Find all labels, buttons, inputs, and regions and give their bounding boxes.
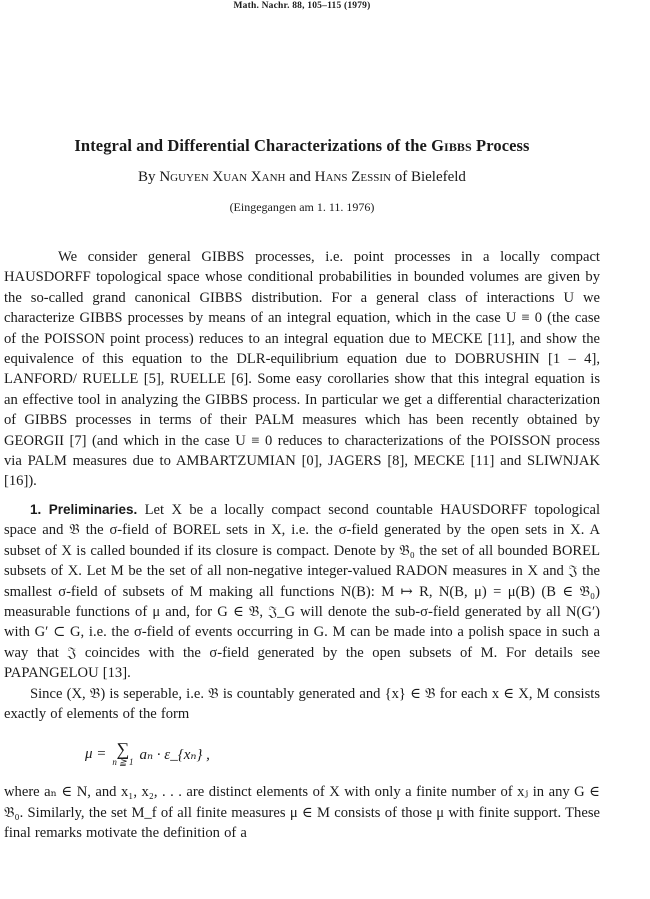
affiliation: of Bielefeld bbox=[390, 169, 466, 185]
by-label: By bbox=[138, 169, 160, 185]
journal-reference: Math. Nachr. 88, 105–115 (1979) bbox=[233, 1, 371, 11]
formula-rhs: aₙ · ε_{xₙ} , bbox=[139, 746, 210, 763]
section-1-paragraph bbox=[4, 500, 600, 684]
summation bbox=[112, 741, 133, 767]
and-label: and bbox=[285, 169, 315, 185]
formula-lhs: μ = bbox=[85, 745, 107, 762]
paragraph-final: where aₙ ∈ N, and x₁, x₂, . . . are distinct elements of X with only a finite number of xⱼ in any G ∈ 𝔅₀. Similarly, the set M_f of all finite measures μ ∈ M consists of those μ with finite support. These final remarks motivate the definition of a bbox=[4, 784, 600, 842]
paragraph-separable: Since (X, 𝔅) is seperable, i.e. 𝔅 is countably generated and {x} ∈ 𝔅 for each x ∈ X, M consists exactly of elements of the form bbox=[4, 685, 600, 722]
author-2: Hans Zessin bbox=[314, 169, 391, 185]
title-part-2: Process bbox=[471, 136, 530, 155]
title-part-1: Integral and Differential Characterizations of the bbox=[74, 136, 432, 155]
sigma-symbol: ∑ bbox=[116, 739, 130, 760]
author-1: Nguyen Xuan Xanh bbox=[159, 169, 286, 185]
received-date: (Eingegangen am 1. 11. 1976) bbox=[229, 200, 375, 214]
abstract-paragraph: We consider general GIBBS processes, i.e. point processes in a locally compact HAUSDORFF topological space whose conditional probabilities in bounded volumes are given by the so-called grand canonical GIBBS distribution. For a general class of interactions U we characterize GIBBS processes by means of an integral equation, which in the case U ≡ 0 (the case of the POISSON point process) reduces to an integral equation due to MECKE [11], and show the equivalence of this equation to the DLR-equilibrium equation due to DOBRUSHIN [1 – 4], LANFORD/ RUELLE [5], RUELLE [6]. Some easy corollaries show that this integral equation is an effective tool in analyzing the GIBBS process. In particular we get a differential characterization of GIBBS processes in terms of their PALM measures which has been recently obtained by GEORGII [7] (and which in the case U ≡ 0 reduces to characterizations of the POISSON process via PALM measures due to AMBARTZUMIAN [0], JAGERS [8], MECKE [11] and SLIWNJAK [16]). bbox=[4, 249, 600, 490]
author-line bbox=[4, 169, 600, 186]
display-formula bbox=[85, 736, 600, 772]
section-1-text: Let X be a locally compact second countable HAUSDORFF topological space and 𝔅 the σ-field of BOREL sets in X, i.e. the σ-field generated by the open sets in X. A subset of X is called bounded if its closure is compact. Denote by 𝔅₀ the set of all bounded BOREL subsets of X. Let M be the set of all non-negative integer-valued RADON measures in X and 𝔍 the smallest σ-field of subsets of M making all functions N(B): M ↦ R, N(B, μ) = μ(B) (B ∈ 𝔅₀) measurable functions of μ and, for G ∈ 𝔅, 𝔍_G will denote the sub-σ-field generated by all N(G′) with G′ ⊂ G, i.e. the σ-field of events occurring in G. M can be made into a polish space in such a way that 𝔍 coincides with the σ-field generated by the open subsets of M. For details see PAPANGELOU [13]. bbox=[4, 501, 600, 682]
section-1-heading: 1. Preliminaries. bbox=[30, 501, 138, 517]
article-title bbox=[4, 136, 600, 156]
summation-limit: n ≧ 1 bbox=[112, 757, 134, 768]
title-gibbs: Gibbs bbox=[431, 136, 472, 155]
